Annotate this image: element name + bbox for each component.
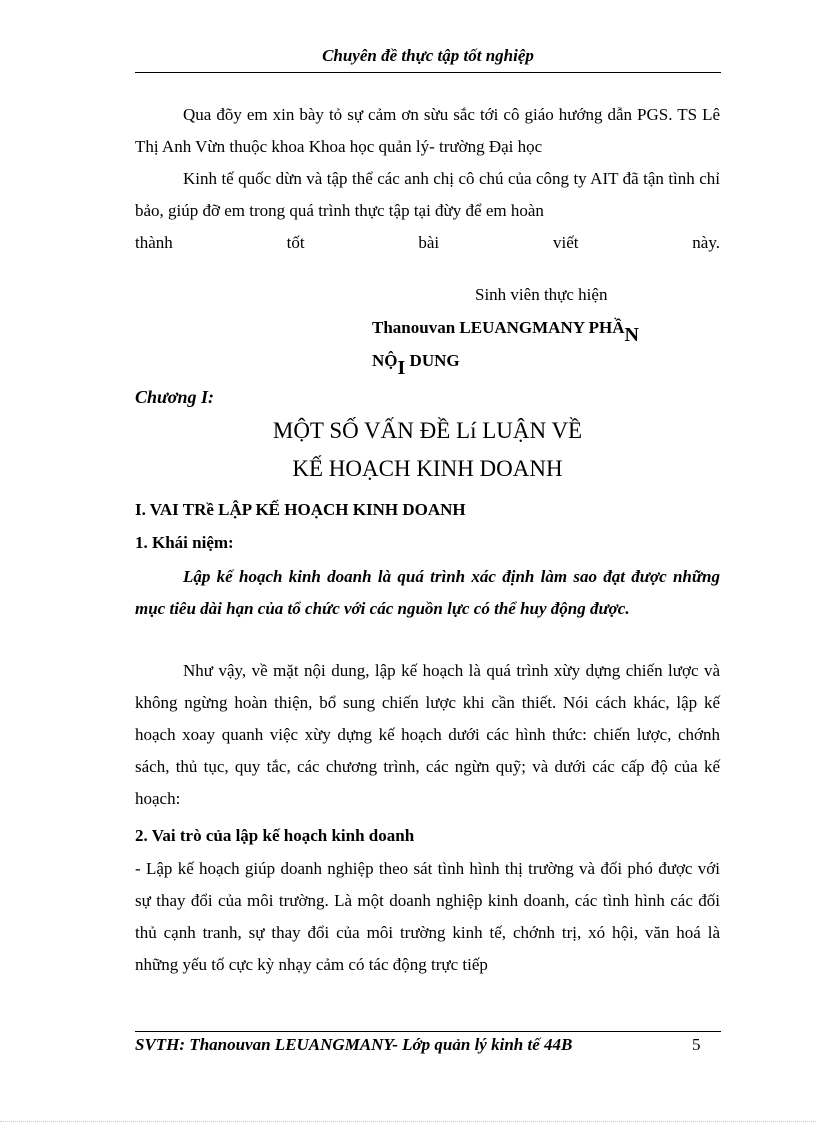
signature-name-sub: N bbox=[624, 324, 639, 346]
ack-paragraph-2-end: thành tốt bài viết này. bbox=[135, 233, 720, 252]
page-number: 5 bbox=[692, 1035, 701, 1054]
subheading-concept: 1. Khái niệm: bbox=[135, 533, 234, 552]
role-paragraph: - Lập kế hoạch giúp doanh nghiệp theo sát tình hình thị trường và đối phó được với sự thay đổi của môi trường. Là một doanh nghiệp kinh doanh, các tình hình các đối thủ cạnh tranh, sự thay đổi của môi trường kinh tế, chớnh trị, xó hội, văn hoá là những yếu tố cực kỳ nhạy cảm có tác động trực tiếp bbox=[135, 859, 720, 974]
chapter-title-line-1: MỘT SỐ VẤN ĐỀ Lí LUẬN VỀ bbox=[272, 418, 583, 443]
page-header bbox=[135, 46, 721, 73]
signature-name-main: Thanouvan LEUANGMANY PHẦ bbox=[372, 318, 625, 337]
section-word bbox=[372, 351, 460, 380]
section-word-sub: I bbox=[397, 357, 406, 379]
header-title: Chuyên đề thực tập tốt nghiệp bbox=[322, 46, 534, 65]
page-edge-divider bbox=[0, 1121, 816, 1122]
signature-label: Sinh viên thực hiện bbox=[475, 285, 608, 304]
chapter-title-line-2: KẾ HOẠCH KINH DOANH bbox=[292, 456, 563, 481]
subheading-role: 2. Vai trò của lập kế hoạch kinh doanh bbox=[135, 826, 415, 845]
body-paragraph: Như vậy, về mặt nội dung, lập kế hoạch là quá trình xừy dựng chiến lược và không ngừng hoàn thiện, bổ sung chiến lược khi cần thiết. Nói cách khác, lập kế hoạch xoay quanh việc xừy dựng kế hoạch dưới các hình thức: chiến lược, chớnh sách, thủ tục, quy tắc, các chương trình, các ngừn quỹ; và dưới các cấp độ của kế hoạch: bbox=[135, 661, 720, 808]
definition-paragraph: Lập kế hoạch kinh doanh là quá trình xác định làm sao đạt được những mục tiêu dài hạn của tổ chức với các nguồn lực có thể huy động được. bbox=[135, 567, 720, 618]
section-heading: I. VAI TRề LẬP KẾ HOẠCH KINH DOANH bbox=[135, 500, 466, 519]
section-word-a: NỘ bbox=[372, 351, 398, 370]
footer-rule bbox=[135, 1031, 721, 1032]
ack-paragraph-1: Qua đõy em xin bày tỏ sự cảm ơn sừu sắc tới cô giáo hướng dẫn PGS. TS Lê Thị Anh Vừn thuộc khoa Khoa học quản lý- trường Đại học bbox=[135, 105, 720, 156]
section-word-b: DUNG bbox=[405, 351, 460, 370]
footer-text: SVTH: Thanouvan LEUANGMANY- Lớp quản lý kinh tế 44B bbox=[135, 1035, 573, 1054]
ack-paragraph-2: Kinh tế quốc dừn và tập thể các anh chị cô chú của công ty AIT đã tận tình chỉ bảo, giúp đỡ em trong quá trình thực tập tại đừy để em hoàn bbox=[135, 169, 720, 220]
signature-name bbox=[372, 318, 639, 347]
chapter-label: Chương I: bbox=[135, 387, 214, 407]
